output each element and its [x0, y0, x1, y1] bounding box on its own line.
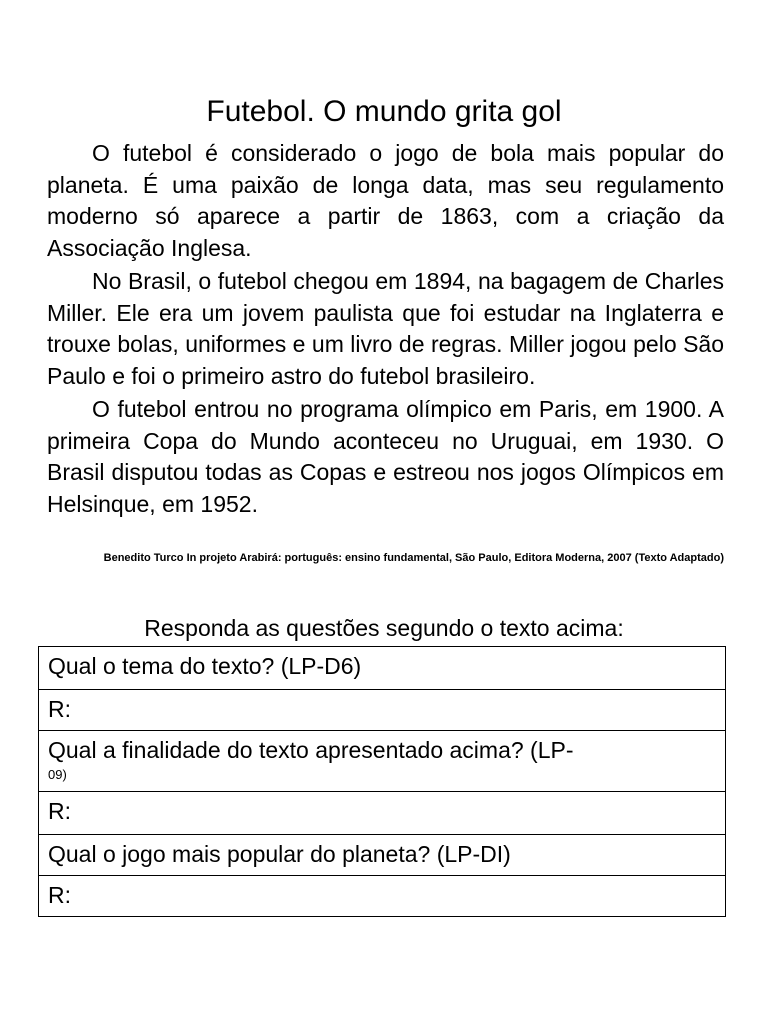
- paragraph-1: O futebol é considerado o jogo de bola mais popular do planeta. É uma paixão de longa data, mas seu regulamento moderno só aparece a partir de 1863, com a criação da Associação Inglesa.: [47, 140, 724, 261]
- question-2-cell: [39, 731, 726, 792]
- source-citation: Benedito Turco In projeto Arabirá: português: ensino fundamental, São Paulo, Editora Moderna, 2007 (Texto Adaptado): [103, 552, 724, 564]
- paragraph-3: O futebol entrou no programa olímpico em Paris, em 1900. A primeira Copa do Mundo aconteceu no Uruguai, em 1930. O Brasil disputou todas as Copas e estreou nos jogos Olímpicos em Helsinque, em 1952.: [47, 396, 724, 517]
- question-row: [39, 835, 726, 876]
- answer-1[interactable]: R:: [39, 690, 726, 731]
- question-2: Qual a finalidade do texto apresentado acima? (LP-: [48, 737, 574, 763]
- question-3: Qual o jogo mais popular do planeta? (LP-DI): [39, 835, 726, 876]
- answer-row[interactable]: [39, 792, 726, 835]
- question-row: [39, 647, 726, 690]
- question-row: [39, 731, 726, 792]
- paragraph-2: No Brasil, o futebol chegou em 1894, na bagagem de Charles Miller. Ele era um jovem paulista que foi estudar na Inglaterra e trouxe bolas, uniformes e um livro de regras. Miller jogou pelo São Paulo e foi o primeiro astro do futebol brasileiro.: [47, 268, 724, 389]
- question-table: [38, 646, 726, 917]
- page-title: Futebol. O mundo grita gol: [206, 95, 562, 128]
- answer-row[interactable]: [39, 690, 726, 731]
- answer-row[interactable]: [39, 876, 726, 917]
- answer-2[interactable]: R:: [39, 792, 726, 835]
- answer-3[interactable]: R:: [39, 876, 726, 917]
- question-1: Qual o tema do texto? (LP-D6): [39, 647, 726, 690]
- instruction-heading: Responda as questões segundo o texto acima:: [144, 615, 624, 641]
- question-2-code: 09): [48, 767, 67, 782]
- reading-text: [47, 138, 724, 522]
